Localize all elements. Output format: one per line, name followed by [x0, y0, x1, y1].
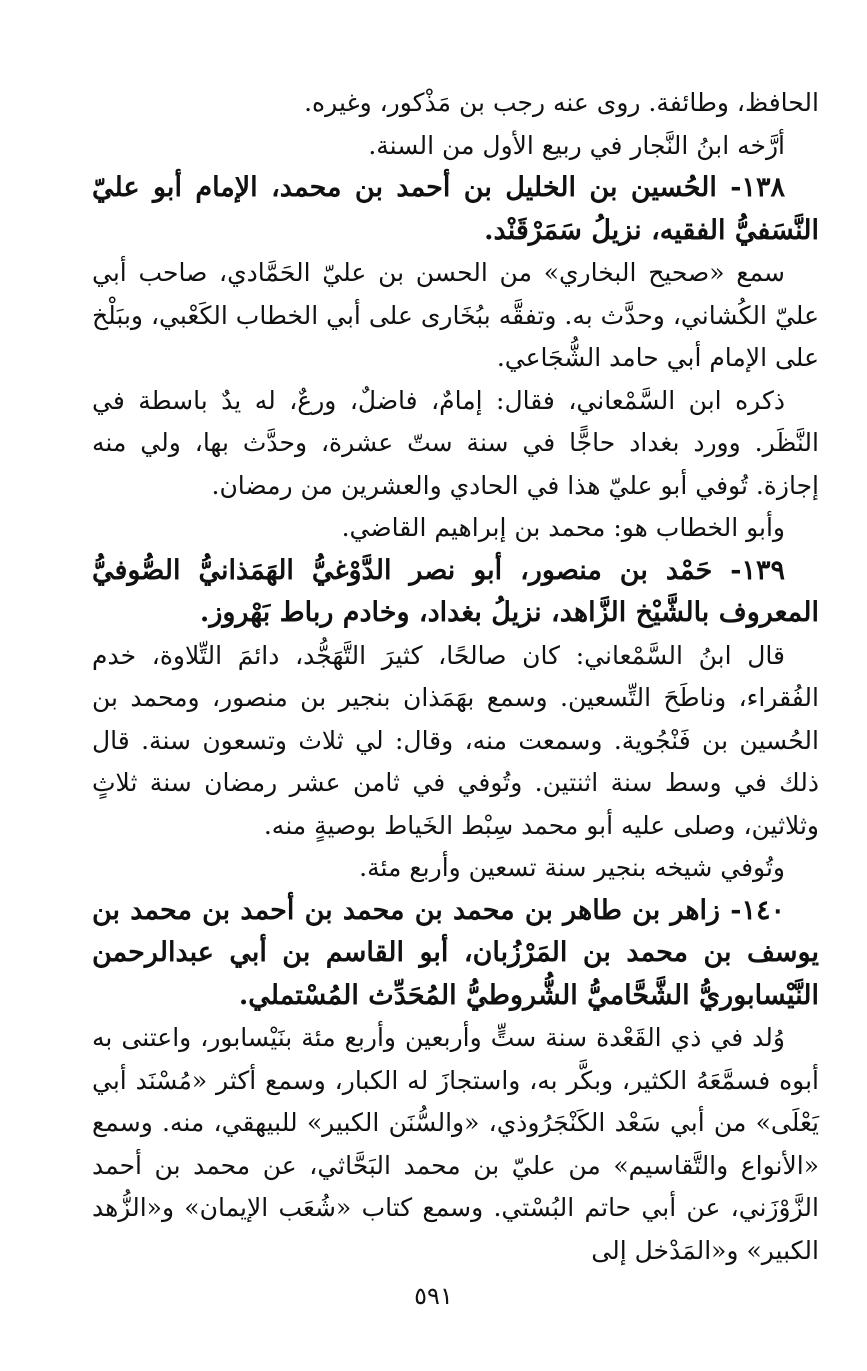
paragraph-6: قال ابنُ السَّمْعاني: كان صالحًا، كثيرَ التَّهَجُّد، دائمَ التِّلاوة، خدم الفُقراء، وناطَحَ التِّسعين. وسمع بهَمَذان بنجير بن منصور، ومحمد بن الحُسين بن فَنْجُوية. وسمعت منه، وقال: لي ثلاث وتسعون سنة. قال ذلك في وسط سنة اثنتين. وتُوفي في ثامن عشر رمضان سنة ثلاثٍ وثلاثين، وصلى عليه أبو محمد سِبْط الخَياط بوصيةٍ منه.: [92, 640, 819, 840]
paragraph-7: وتُوفي شيخه بنجير سنة تسعين وأربع مئة.: [359, 853, 785, 882]
entry-heading-140: ١٤٠- زاهر بن طاهر بن محمد بن محمد بن أحمد بن محمد بن يوسف بن محمد بن المَرْزُبان، أبو القاسم بن أبي عبدالرحمن النَّيْسابوريُّ الشَّحَّاميُّ الشُّروطيُّ المُحَدِّث المُسْتملي.: [92, 894, 819, 1011]
entry-heading-138: ١٣٨- الحُسين بن الخليل بن أحمد بن محمد، الإمام أبو عليّ النَّسَفيُّ الفقيه، نزيلُ سَمَرْقَنْد.: [92, 172, 819, 246]
paragraph-2: أرَّخه ابنُ النَّجار في ربيع الأول من السنة.: [368, 130, 785, 160]
page-number: ٥٩١: [414, 1282, 453, 1310]
paragraph-4: ذكره ابن السَّمْعاني، فقال: إمامٌ، فاضلٌ، ورعٌ، له يدٌ باسطة في النَّظَر. وورد بغداد حاجًّا في سنة ستّ عشرة، وحدَّث بها، ولي منه إجازة. تُوفي أبو عليّ هذا في الحادي والعشرين من رمضان.: [92, 385, 819, 500]
paragraph-8: وُلد في ذي القَعْدة سنة ستٍّ وأربعين وأربع مئة بنَيْسابور، واعتنى به أبوه فسمَّعَهُ الكثير، وبكَّر به، واستجازَ له الكبار، وسمع أكثر «مُسْنَد أبي يَعْلَى» من أبي سَعْد الكَنْجَرُوذي، «والسُّنَن الكبير» للبيهقي، منه. وسمع «الأنواع والتَّقاسيم» من عليّ بن محمد البَحَّاثي، عن محمد بن أحمد الزَّوْزَني، عن أبي حاتم البُسْتي. وسمع كتاب «شُعَب الإيمان» و«الزُّهد الكبير» و«المَدْخل إلى: [92, 1023, 820, 1265]
paragraph-3: سمع «صحيح البخاري» من الحسن بن عليّ الحَمَّادي، صاحب أبي عليّ الكُشاني، وحدَّث به. وتفقَّه ببُخَارى على أبي الخطاب الكَعْبي، وببَلْخ على الإمام أبي حامد الشُّجَاعي.: [92, 258, 819, 372]
paragraph-5: وأبو الخطاب هو: محمد بن إبراهيم القاضي.: [341, 513, 785, 542]
entry-heading-139: ١٣٩- حَمْد بن منصور، أبو نصر الدَّوْغيُّ الهَمَذانيُّ الصُّوفيُّ المعروف بالشَّيْخ الزَّاهد، نزيلُ بغداد، وخادم رباط بَهْروز.: [92, 554, 819, 628]
paragraph-1: الحافظ، وطائفة. روى عنه رجب بن مَذْكور، وغيره.: [304, 88, 819, 117]
